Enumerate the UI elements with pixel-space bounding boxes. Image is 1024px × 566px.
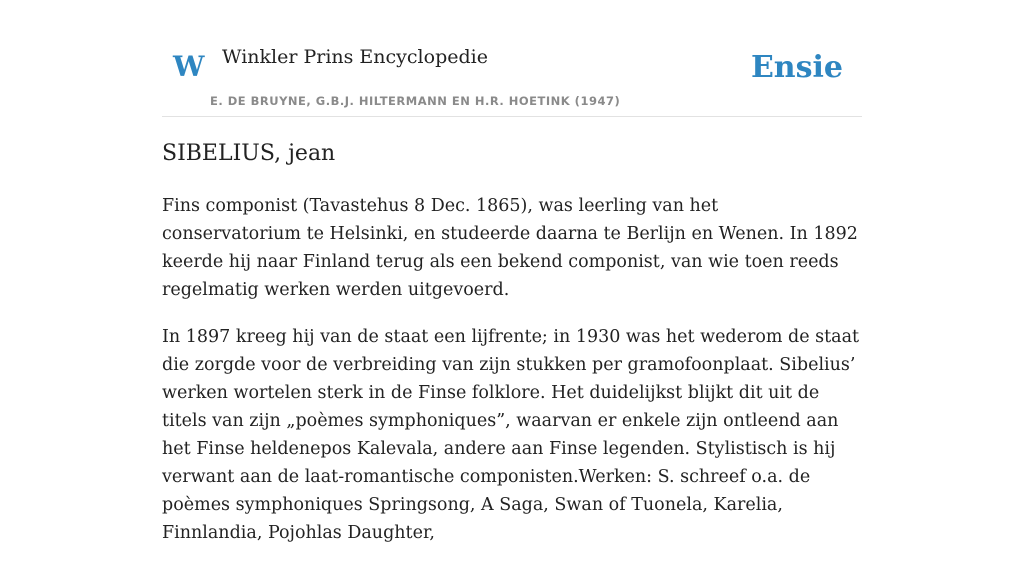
encyclopedia-header <box>162 40 862 117</box>
article-title: SIBELIUS, jean <box>162 141 336 166</box>
winkler-prins-logo-icon[interactable]: W <box>173 50 205 83</box>
article <box>162 136 862 566</box>
article-paragraph-2: In 1897 kreeg hij van de staat een lijfrente; in 1930 was het wederom de staat die zorgde voor de verbreiding van zijn stukken per gramofoonplaat. Sibelius’ werken wortelen sterk in de Finse folklore. Het duidelijkst blijkt dit uit de titels van zijn „poèmes symphoniques”, waarvan er enkele zijn ontleend aan het Finse heldenepos Kalevala, andere aan Finse legenden. Stylistisch is hij verwant aan de laat-romantische componisten.Werken: S. schreef o.a. de poèmes symphoniques Springsong, A Saga, Swan of Tuonela, Karelia, Finnlandia, Pojohlas Daughter, <box>162 327 860 543</box>
ensie-logo-link[interactable]: Ensie <box>750 50 843 85</box>
encyclopedia-authors: E. DE BRUYNE, G.B.J. HILTERMANN EN H.R. HOETINK (1947) <box>210 94 621 108</box>
article-body <box>162 192 862 547</box>
article-paragraph-1: Fins componist (Tavastehus 8 Dec. 1865), was leerling van het conservatorium te Helsinki, en studeerde daarna te Berlijn en Wenen. In 1892 keerde hij naar Finland terug als een bekend componist, van wie toen reeds regelmatig werken werden uitgevoerd. <box>162 196 858 300</box>
encyclopedia-title[interactable]: Winkler Prins Encyclopedie <box>222 46 488 68</box>
